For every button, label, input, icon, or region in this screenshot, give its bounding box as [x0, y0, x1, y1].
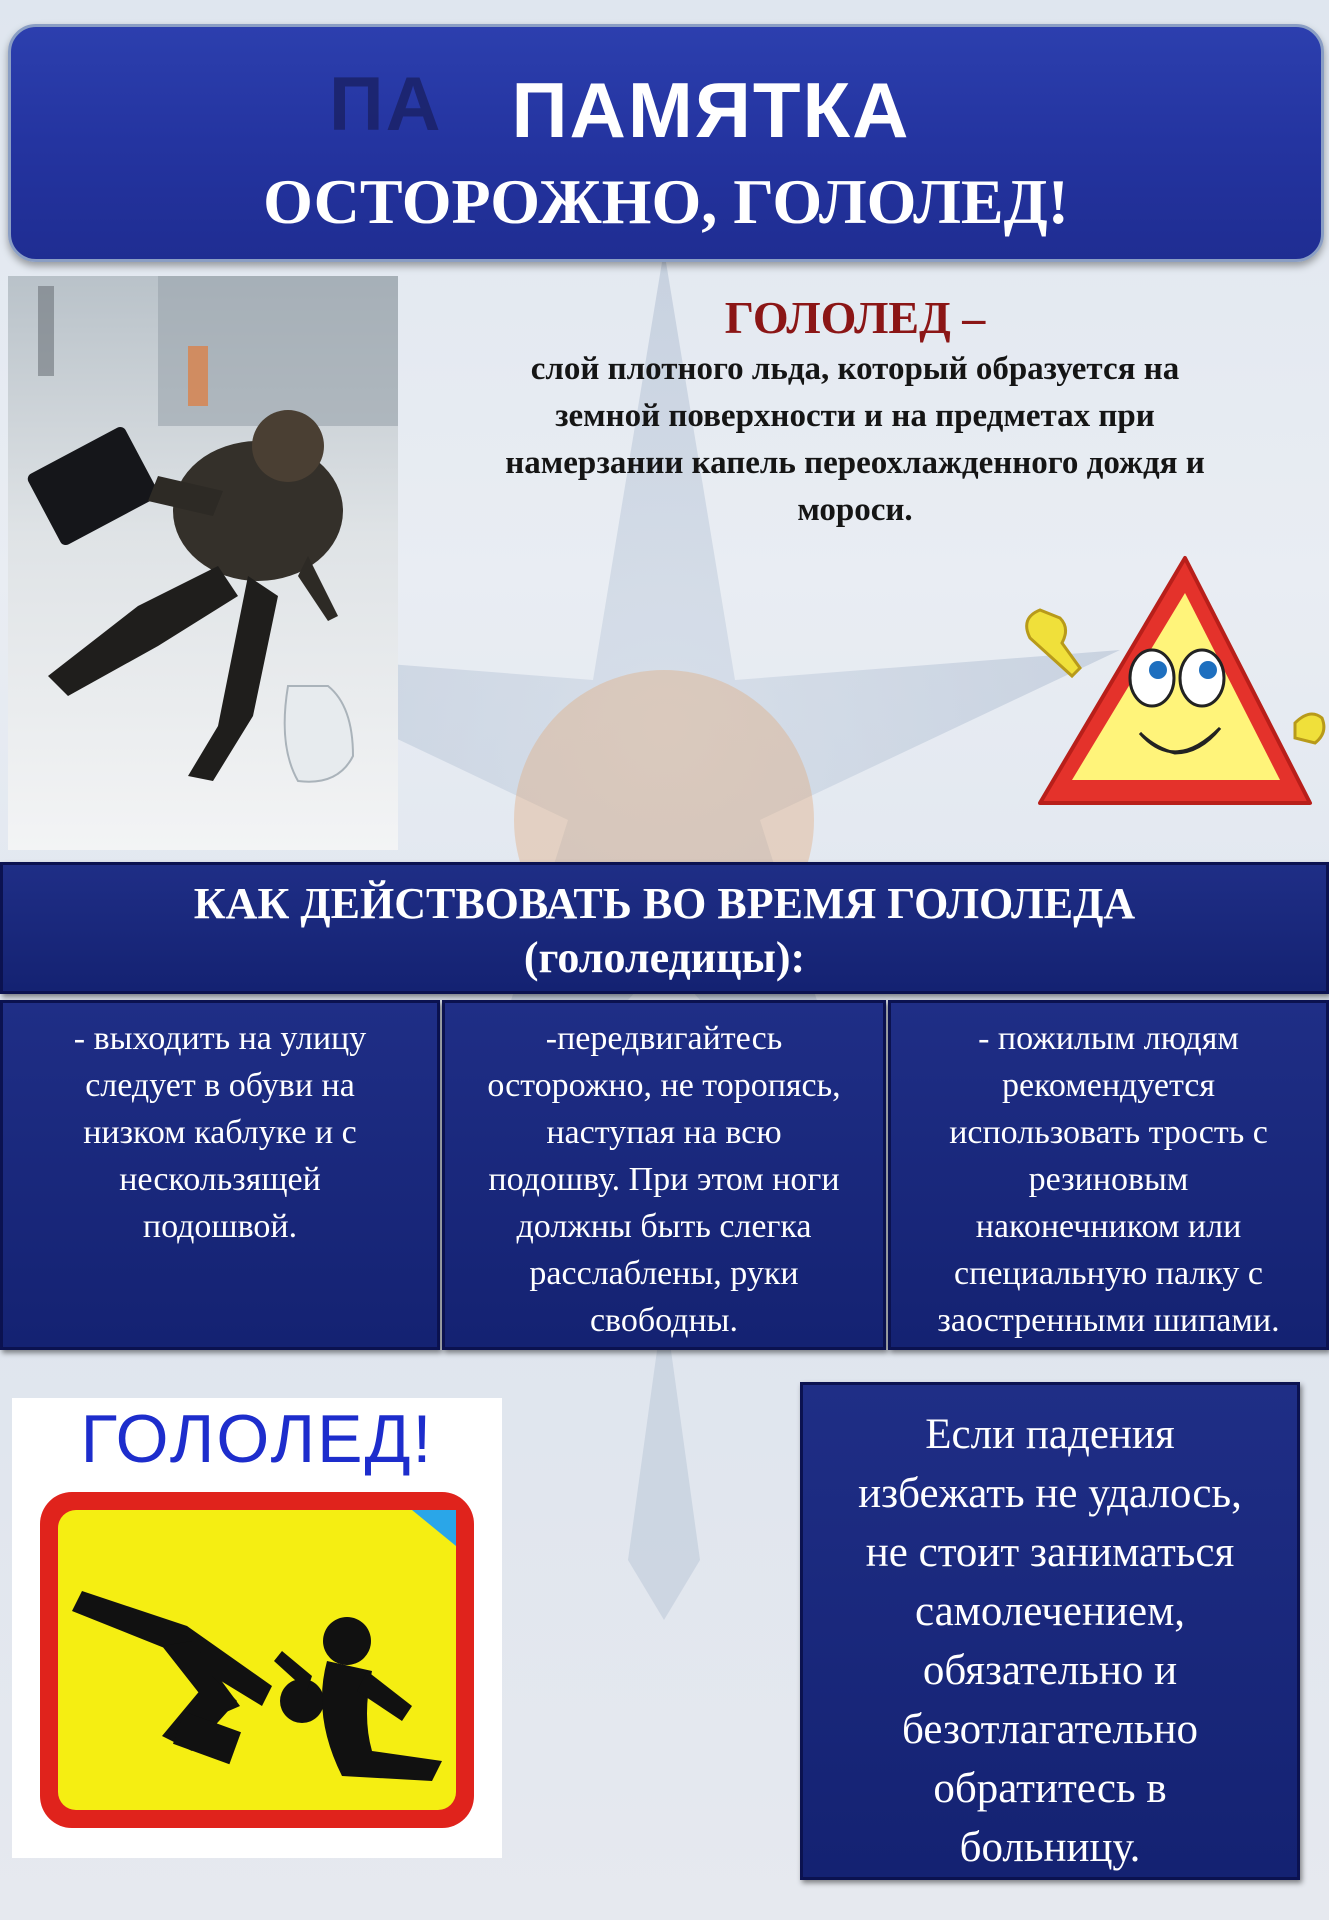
action-column-walking	[442, 1000, 886, 1350]
definition-line: земной поверхности и на предметах при	[555, 398, 1155, 434]
action-line: должны быть слегка	[516, 1208, 812, 1245]
action-line: низком каблуке и с	[83, 1114, 357, 1151]
definition-line: мороси.	[797, 492, 913, 528]
action-line: специальную палку с	[954, 1255, 1263, 1292]
definition-term: ГОЛОЛЕД –	[724, 292, 986, 343]
action-line: наконечником или	[975, 1208, 1242, 1245]
header-shadow-text: ПА	[329, 62, 443, 147]
definition-block	[420, 290, 1290, 534]
page-subtitle: ОСТОРОЖНО, ГОЛОЛЕД!	[263, 166, 1069, 237]
action-line: - выходить на улицу	[73, 1020, 367, 1057]
advice-line: не стоит заниматься	[865, 1529, 1235, 1576]
definition-line: намерзании капель переохлажденного дождя и	[505, 445, 1205, 481]
action-line: подошву. При этом ноги	[488, 1161, 840, 1198]
action-line: - пожилым людям	[978, 1020, 1239, 1057]
advice-line: самолечением,	[914, 1588, 1186, 1635]
advice-line: избежать не удалось,	[858, 1470, 1242, 1517]
header-banner	[8, 24, 1324, 262]
advice-line: обратитесь в	[933, 1765, 1167, 1812]
action-line: подошвой.	[142, 1208, 298, 1245]
action-line: рекомендуется	[1002, 1067, 1215, 1104]
actions-title-line: (гололедицы):	[523, 933, 806, 982]
action-line: свободны.	[589, 1302, 739, 1339]
advice-line: больницу.	[959, 1824, 1141, 1871]
advice-line: Если падения	[925, 1411, 1175, 1458]
actions-title-line: КАК ДЕЙСТВОВАТЬ ВО ВРЕМЯ ГОЛОЛЕДА	[193, 879, 1136, 928]
action-line: расслаблены, руки	[529, 1255, 799, 1292]
ice-warning-sign	[12, 1398, 502, 1858]
advice-line: безотлагательно	[902, 1706, 1198, 1753]
action-line: использовать трость с	[949, 1114, 1268, 1151]
fall-advice-box	[800, 1382, 1300, 1880]
advice-line: обязательно и	[922, 1647, 1178, 1694]
falling-person-sign-icon	[12, 1476, 502, 1856]
page-title: ПАМЯТКА	[511, 66, 911, 154]
definition-line: слой плотного льда, который образуется на	[530, 351, 1180, 387]
actions-title	[3, 865, 1326, 985]
sign-label: ГОЛОЛЕД!	[80, 1401, 434, 1477]
action-line: следует в обуви на	[85, 1067, 355, 1104]
action-line: наступая на всю	[546, 1114, 782, 1151]
action-line: заостренными шипами.	[937, 1302, 1280, 1339]
action-line: -передвигайтесь	[545, 1020, 783, 1057]
action-line: резиновым	[1028, 1161, 1189, 1198]
definition-text	[420, 346, 1290, 534]
action-line: осторожно, не торопясь,	[487, 1067, 841, 1104]
photo-man-slipping	[8, 276, 398, 850]
warning-sign-mascot-illustration	[1010, 548, 1329, 828]
action-column-elderly	[888, 1000, 1329, 1350]
action-line: нескользящей	[119, 1161, 321, 1198]
actions-header	[0, 862, 1329, 994]
action-column-footwear	[0, 1000, 440, 1350]
